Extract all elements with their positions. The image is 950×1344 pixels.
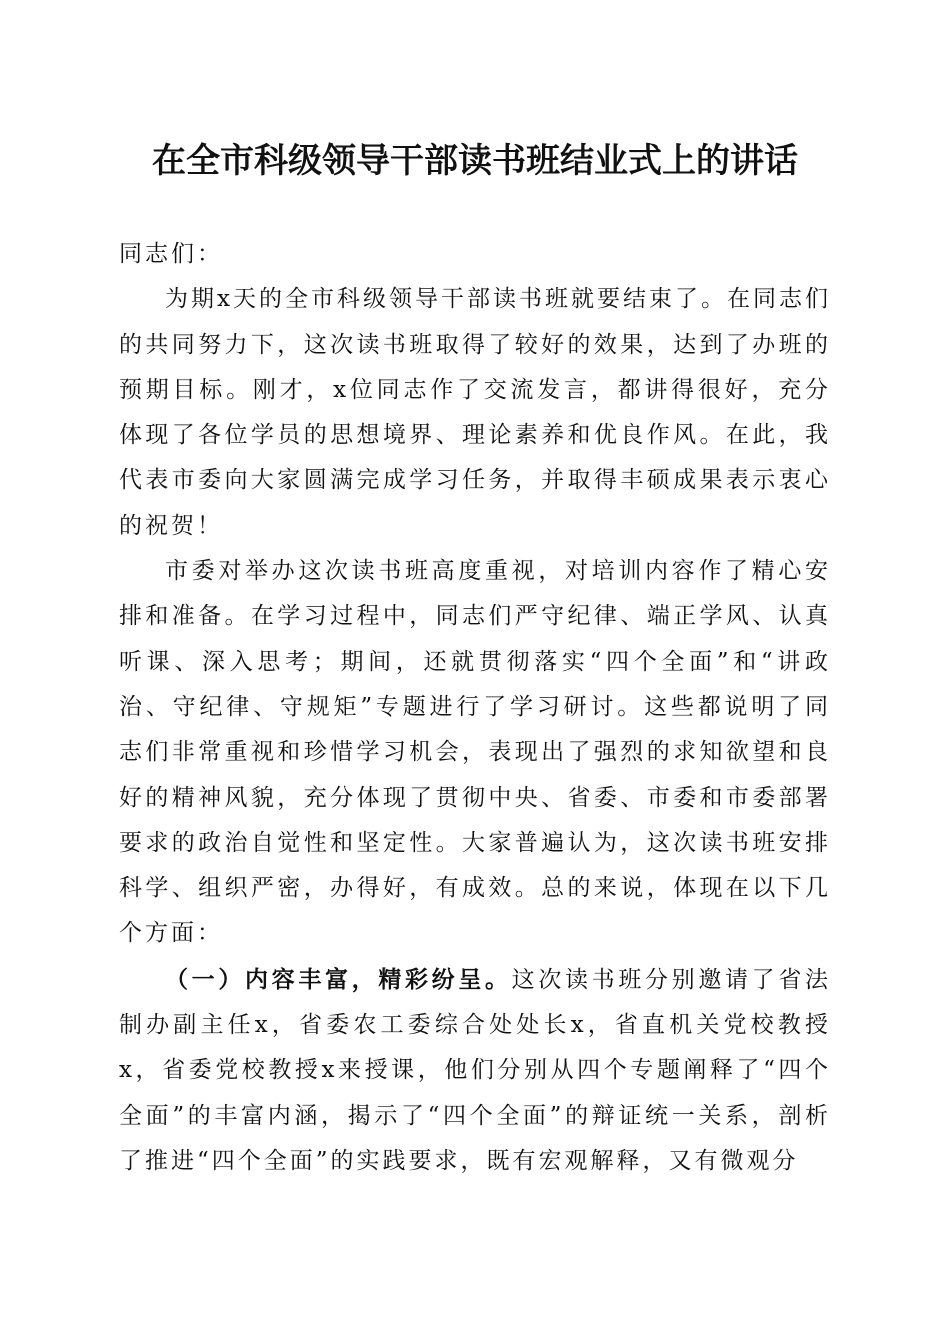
section-1-text: 这次读书班分别邀请了省法制办副主任x，省委农工委综合处处长x，省直机关党校教授x，省委党校教授x来授课，他们分别从四个专题阐释了“四个全面”的丰富内涵，揭示了“四个全面”的辩证统一关系，剖析了推进“四个全面”的实践要求，既有宏观解释，又有微观分 bbox=[119, 966, 832, 1174]
section-1-paragraph bbox=[119, 957, 831, 1184]
document-title: 在全市科级领导干部读书班结业式上的讲话 bbox=[152, 141, 798, 181]
salutation: 同志们： bbox=[119, 241, 223, 267]
paragraph-opening: 为期x天的全市科级领导干部读书班就要结束了。在同志们的共同努力下，这次读书班取得了较好的效果，达到了办班的预期目标。刚才，x位同志作了交流发言，都讲得很好，充分体现了各位学员的思想境界、理论素养和优良作风。在此，我代表市委向大家圆满完成学习任务，并取得丰硕成果表示衷心的祝贺！ bbox=[119, 286, 831, 539]
document-body bbox=[119, 232, 831, 1184]
section-1-heading: （一）内容丰富，精彩纷呈。 bbox=[165, 965, 512, 993]
paragraph-overview: 市委对举办这次读书班高度重视，对培训内容作了精心安排和准备。在学习过程中，同志们严守纪律、端正学风、认真听课、深入思考；期间，还就贯彻落实“四个全面”和“讲政治、守纪律、守规矩”专题进行了学习研讨。这些都说明了同志们非常重视和珍惜学习机会，表现出了强烈的求知欲望和良好的精神风貌，充分体现了贯彻中央、省委、市委和市委部署要求的政治自觉性和坚定性。大家普遍认为，这次读书班安排科学、组织严密，办得好，有成效。总的来说，体现在以下几个方面： bbox=[119, 558, 831, 947]
